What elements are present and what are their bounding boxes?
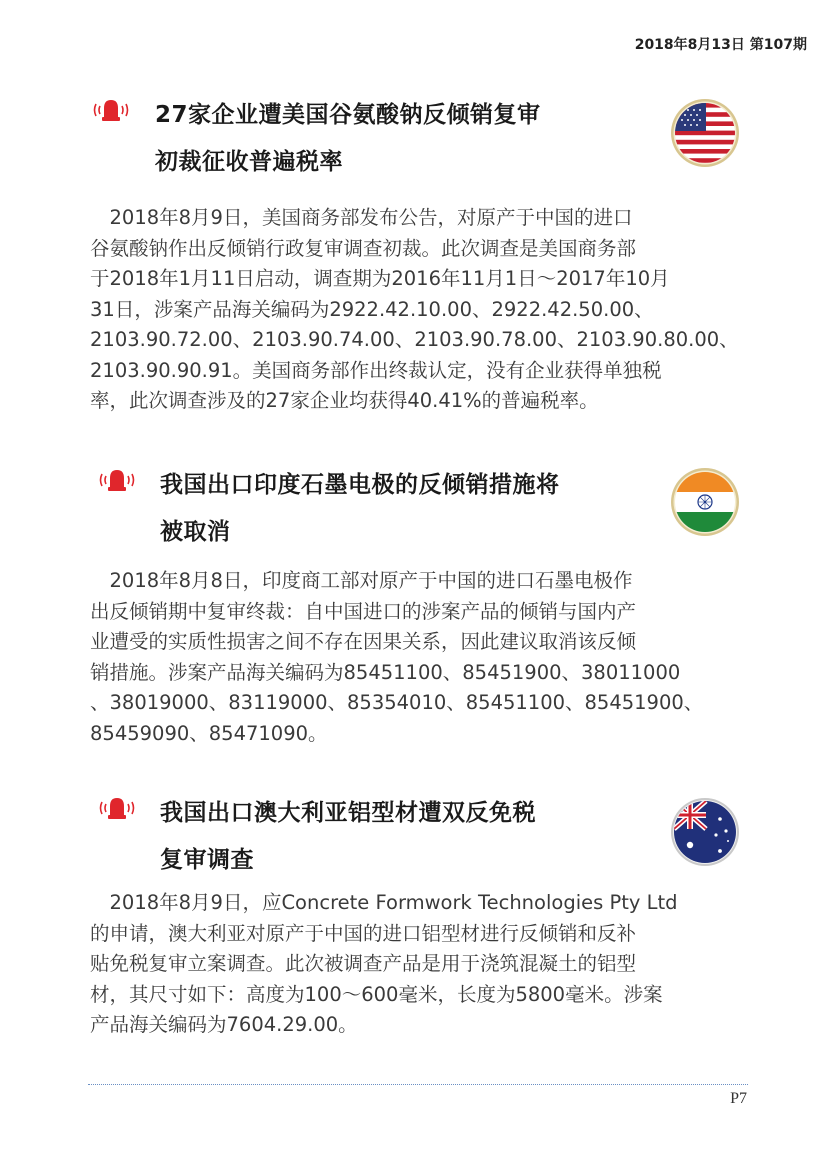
article-title-line1: 我国出口印度石墨电极的反倾销措施将 [160, 472, 560, 498]
body-line: 2103.90.90.91。美国商务部作出终裁认定，没有企业获得单独税 [90, 358, 662, 382]
issue-date: 2018年8月13日 第107期 [634, 37, 807, 53]
article-body [90, 203, 738, 417]
alarm-icon [98, 793, 136, 823]
body-line: 业遭受的实质性损害之间不存在因果关系，因此建议取消该反倾 [90, 630, 637, 653]
body-line: 出反倾销期中复审终裁：自中国进口的涉案产品的倾销与国内产 [90, 599, 637, 623]
alarm-icon [98, 465, 136, 495]
australia-flag-icon [670, 797, 740, 867]
article-title-line2: 复审调查 [160, 847, 254, 873]
body-line: 率，此次调查涉及的27家企业均获得40.41%的普遍税率。 [90, 389, 599, 412]
body-line: 材，其尺寸如下：高度为100～600毫米，长度为5800毫米。涉案 [90, 982, 663, 1006]
body-line: 2103.90.72.00、2103.90.74.00、2103.90.78.00、2103.90.80.00、 [90, 328, 739, 351]
body-line: 谷氨酸钠作出反倾销行政复审调查初裁。此次调查是美国商务部 [90, 236, 637, 260]
article-body [90, 888, 738, 1041]
article-title-line1: 27家企业遭美国谷氨酸钠反倾销复审 [155, 102, 541, 128]
body-line: 2018年8月9日，应Concrete Formwork Technologies Pty Ltd [90, 891, 678, 914]
usa-flag-icon [670, 98, 740, 168]
footer-divider [88, 1084, 748, 1085]
body-line: 31日，涉案产品海关编码为2922.42.10.00、2922.42.50.00、 [90, 297, 654, 321]
article-title-line2: 初裁征收普遍税率 [155, 149, 343, 175]
alarm-icon [92, 95, 130, 125]
india-flag-icon [670, 467, 740, 537]
article-title-line2: 被取消 [160, 519, 231, 545]
page-number: P7 [730, 1090, 747, 1107]
body-line: 产品海关编码为7604.29.00。 [90, 1013, 358, 1036]
body-line: 贴免税复审立案调查。此次被调查产品是用于浇筑混凝土的铝型 [90, 952, 637, 975]
body-line: 2018年8月9日，美国商务部发布公告，对原产于中国的进口 [90, 206, 633, 229]
body-line: 、38019000、83119000、85354010、85451100、85451900、 [90, 691, 704, 714]
body-line: 85459090、85471090。 [90, 721, 328, 745]
body-line: 于2018年1月11日启动，调查期为2016年11月1日～2017年10月 [90, 267, 670, 290]
article-title-line1: 我国出口澳大利亚铝型材遭双反免税 [160, 800, 536, 826]
article-body [90, 566, 738, 749]
body-line: 的申请，澳大利亚对原产于中国的进口铝型材进行反倾销和反补 [90, 921, 637, 945]
body-line: 2018年8月8日，印度商工部对原产于中国的进口石墨电极作 [90, 569, 633, 592]
body-line: 销措施。涉案产品海关编码为85451100、85451900、38011000 [90, 660, 681, 684]
